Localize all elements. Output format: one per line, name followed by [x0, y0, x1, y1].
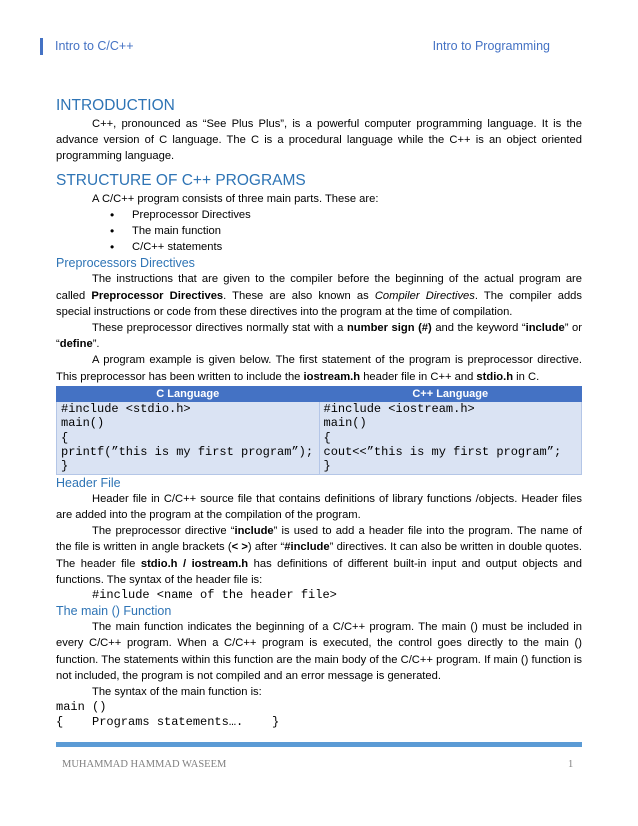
heading-main-function: The main () Function — [56, 604, 172, 619]
main-function-paragraph-2: The syntax of the main function is: — [92, 685, 262, 698]
header-left-title: Intro to C/C++ — [55, 39, 134, 53]
structure-bullet-list — [56, 207, 582, 256]
cpp-code-snippet: #include <iostream.h> main() { cout<<”this is my first program”; } — [323, 401, 562, 474]
footer-author: MUHAMMAD HAMMAD WASEEM — [62, 759, 227, 770]
heading-header-file: Header File — [56, 475, 121, 490]
c-code-snippet: #include <stdio.h> main() { printf(”this is my first program”); } — [61, 401, 314, 474]
document-body — [56, 96, 582, 730]
heading-preprocessor-directives: Preprocessors Directives — [56, 256, 195, 271]
table-header-c: C Language — [57, 386, 320, 401]
preprocessor-paragraph-1: The instructions that are given to the compiler before the beginning of the actual program are called Preprocessor Directives. These are also known as Compiler Directives. The compiler adds special instructions or code from these directives into the program at the time of compilation. — [56, 273, 583, 318]
header-accent-bar — [40, 38, 43, 55]
bullet-item: • C/C++ statements — [110, 239, 582, 255]
bullet-item: • Preprocessor Directives — [110, 207, 582, 223]
table-header-cpp: C++ Language — [319, 386, 582, 401]
main-syntax-line-2: { Programs statements…. } — [56, 715, 280, 730]
header-file-syntax: #include <name of the header file> — [92, 588, 337, 603]
main-syntax-line-1: main () — [56, 700, 107, 715]
page-number: 1 — [568, 759, 574, 770]
heading-structure: STRUCTURE OF C++ PROGRAMS — [56, 171, 306, 189]
code-comparison-table — [56, 386, 582, 475]
cpp-code-cell — [319, 401, 582, 474]
header-file-paragraph-2: The preprocessor directive “include” is used to add a header file into the program. The name of the file is written in angle brackets (< >) after “#include” directives. It can also be written in double quotes. The header file stdio.h / iostream.h has definitions of different built-in input and output objects and functions. The syntax of the header file is: — [56, 525, 583, 586]
structure-paragraph: A C/C++ program consists of three main parts. These are: — [92, 192, 379, 205]
header-file-paragraph-1: Header file in C/C++ source file that contains definitions of library functions /objects. Header files are added into the program at the compilation of the program. — [56, 492, 582, 522]
preprocessor-paragraph-3: A program example is given below. The first statement of the program is preprocessor directive. This preprocessor has been written to include the iostream.h header file in C++ and stdio.h in C. — [56, 354, 582, 383]
header-right-title: Intro to Programming — [432, 39, 550, 53]
footer-rule — [56, 742, 582, 747]
c-code-cell — [57, 401, 320, 474]
bullet-item: • The main function — [110, 223, 582, 239]
page-header — [40, 38, 598, 56]
main-function-paragraph-1: The main function indicates the beginning of a C/C++ program. The main () must be included in every C/C++ program. When a C/C++ program is executed, the control goes directly to the main () function. The statements within this function are the main body of the C/C++ program. If main () function is not included, the program is not compiled and an error message is generated. — [56, 621, 582, 682]
intro-paragraph: C++, pronounced as “See Plus Plus”, is a powerful computer programming language. It is the advance version of C language. The C is a procedural language while the C++ is an object oriented programming language. — [56, 118, 582, 163]
preprocessor-paragraph-2: These preprocessor directives normally stat with a number sign (#) and the keyword “include” or “define”. — [56, 322, 582, 351]
heading-introduction: INTRODUCTION — [56, 97, 175, 114]
